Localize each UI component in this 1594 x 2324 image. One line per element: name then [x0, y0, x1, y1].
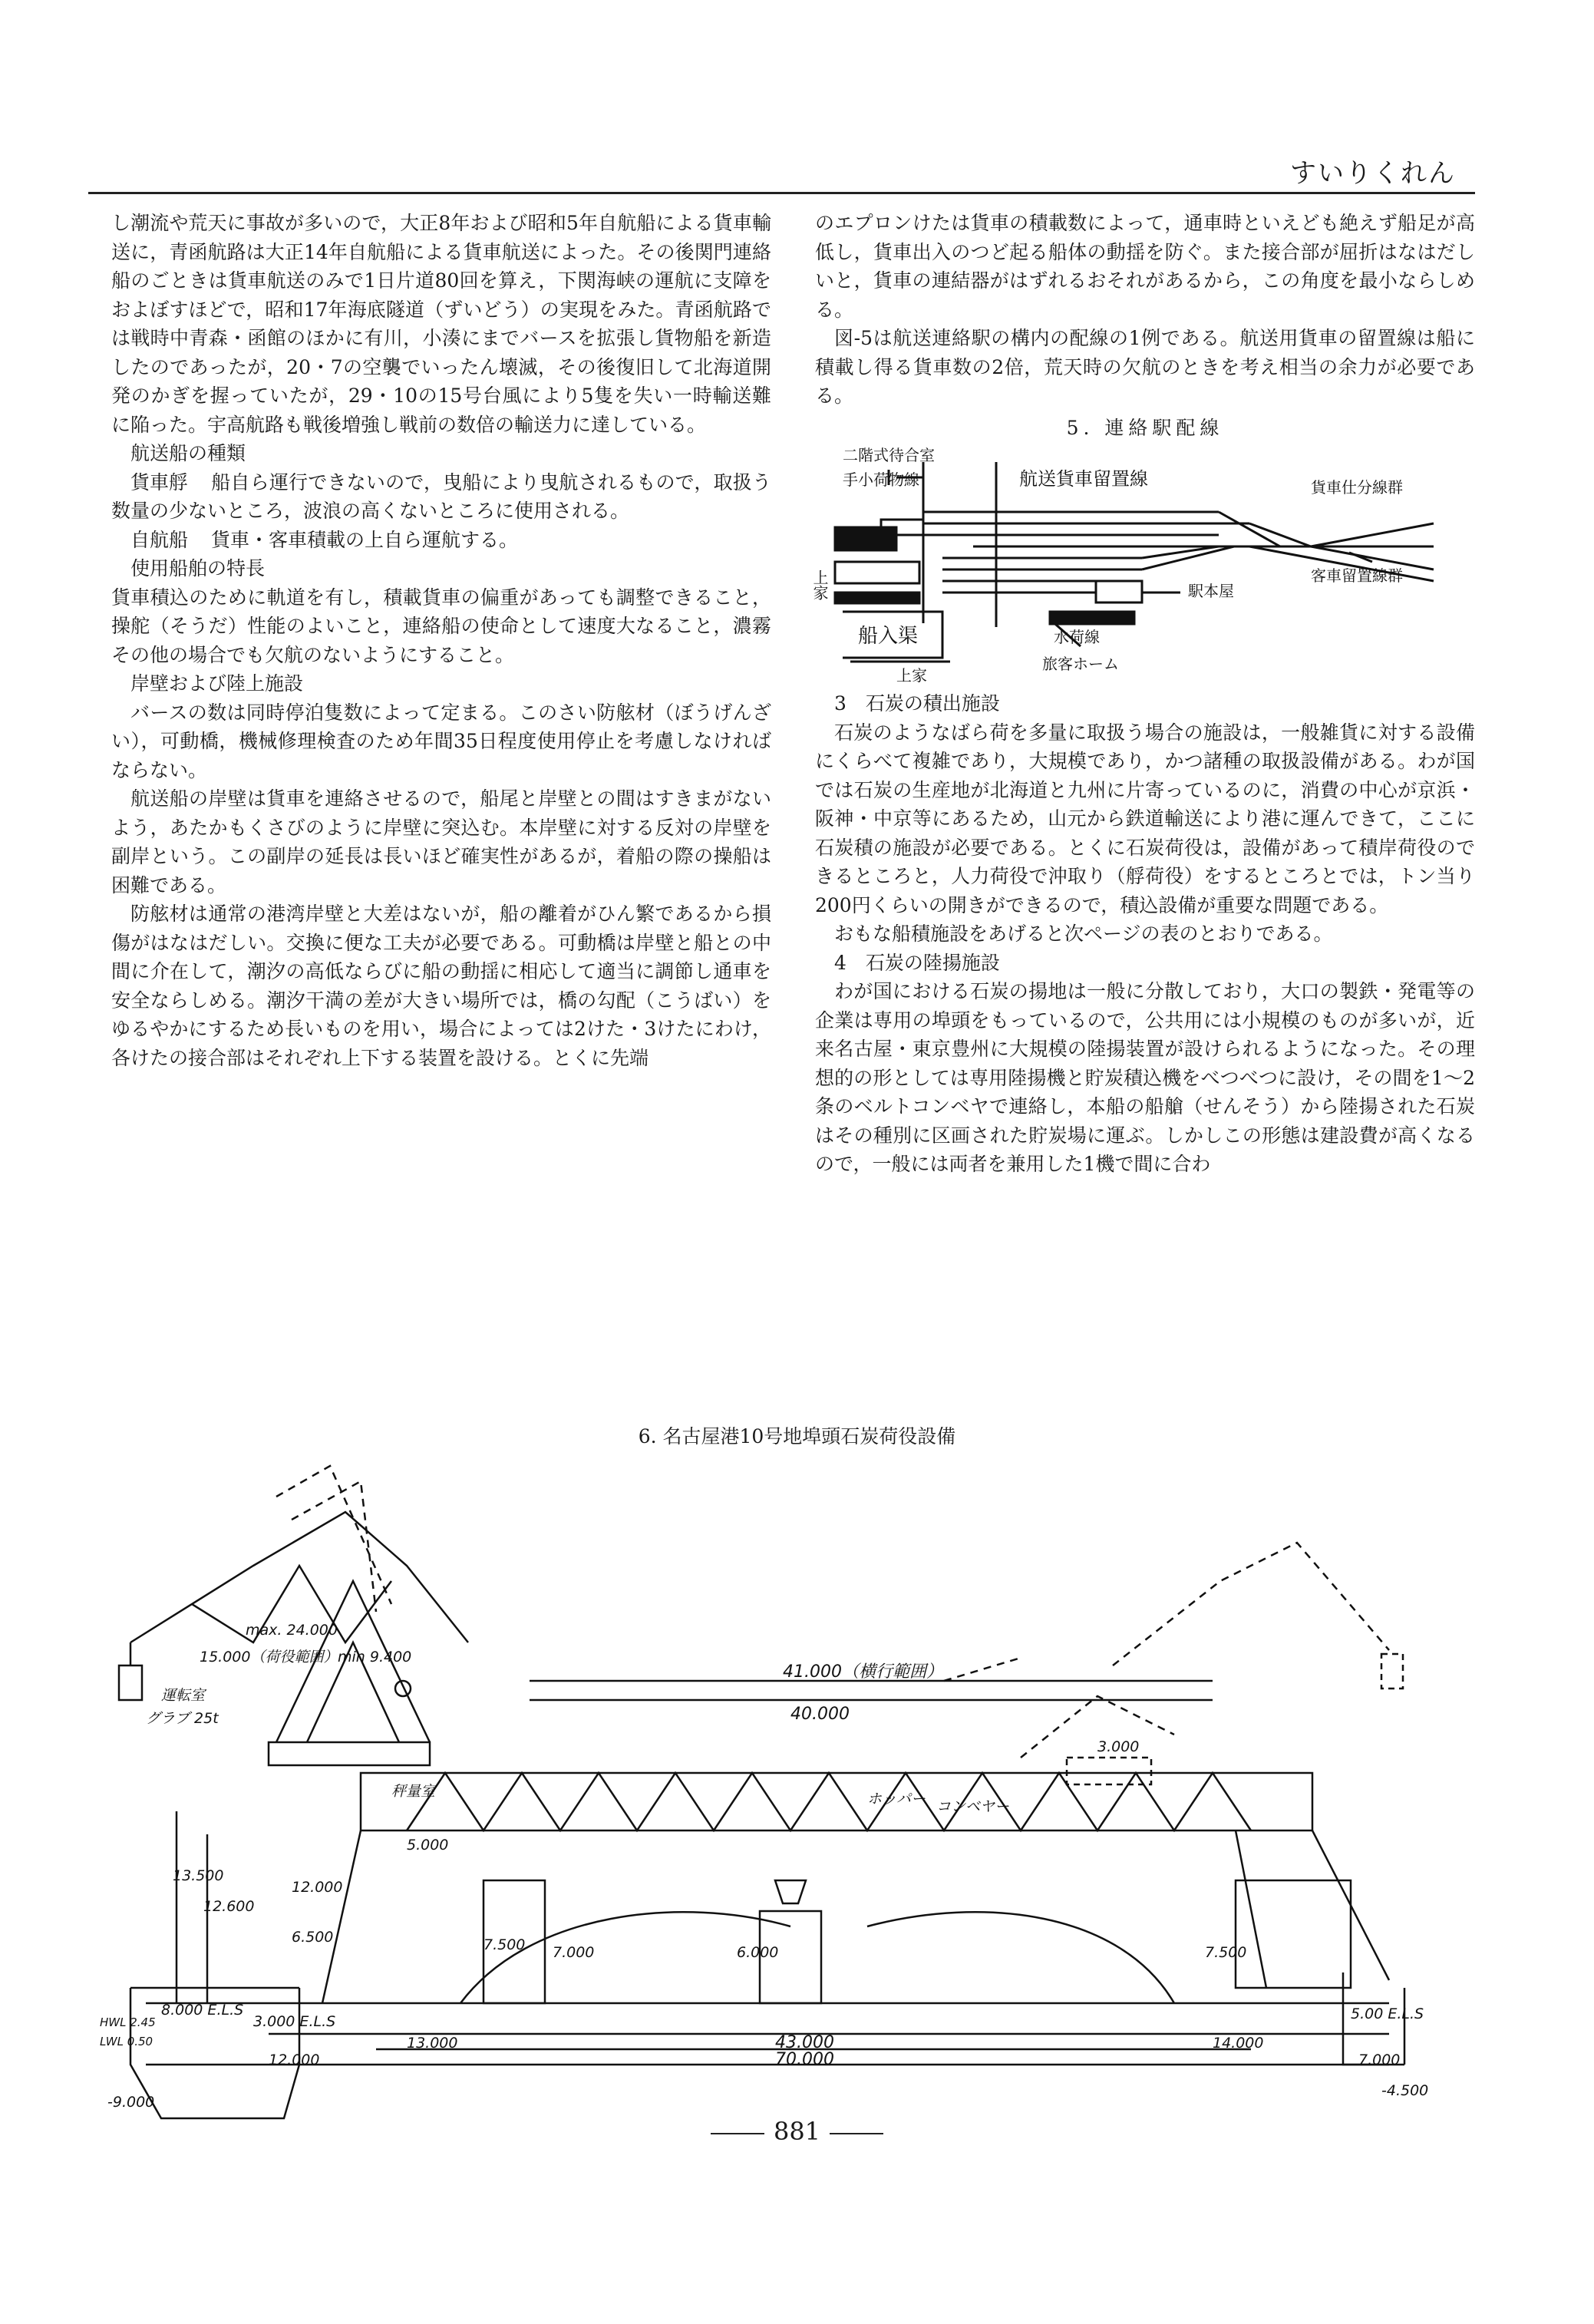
dim-width-12000: 12.000 — [292, 1879, 343, 1896]
label-ship-level-2: 3.000 E.L.S — [253, 2013, 336, 2030]
dim-height-7500-a: 7.500 — [483, 1936, 526, 1953]
label-right-level: 5.00 E.L.S — [1351, 2005, 1424, 2022]
label-operator-room: 運転室 — [161, 1687, 206, 1704]
label-wagon-sorting: 貨車仕分線群 — [1311, 478, 1403, 497]
dim-height-12600: 12.600 — [203, 1898, 255, 1915]
label-parcel-line: 手小荷物線 — [843, 470, 919, 489]
section-heading: 岸壁および陸上施設 — [130, 672, 304, 695]
left-column — [111, 209, 771, 1072]
dim-depth-left: -9.000 — [107, 2094, 155, 2111]
section-heading: 3 石炭の積出施設 — [834, 692, 1000, 715]
dim-width-13000: 13.000 — [407, 2035, 458, 2052]
section-heading: 航送船の種類 — [130, 442, 246, 464]
dim-height-3000: 3.000 — [1097, 1738, 1140, 1755]
page-number-value: 881 — [773, 2117, 821, 2146]
header-rule — [88, 192, 1475, 194]
label-conveyor: コンベヤー — [936, 1798, 1010, 1815]
definition-body: 貨車・客車積載の上自ら運航する。 — [211, 528, 519, 551]
dim-width-43000: 43.000 — [775, 2033, 834, 2052]
label-ship-level-1: 8.000 E.L.S — [161, 2002, 244, 2019]
label-upper-house-b: 上家 — [896, 666, 927, 685]
label-lwl: LWL 0.50 — [100, 2035, 153, 2048]
dim-height-7000: 7.000 — [553, 1944, 595, 1961]
label-grab: グラブ 25t — [146, 1710, 219, 1727]
station-track-diagram — [810, 446, 1449, 685]
definition-term: 貨車艀 — [130, 470, 189, 494]
dim-width-7000: 7.000 — [1358, 2052, 1401, 2068]
label-ship-channel: 船入渠 — [858, 625, 919, 648]
paragraph: 石炭のようなばら荷を多量に取扱う場合の施設は，一般雑貨に対する設備にくらべて複雑であり，大規模であり，かつ諸種の取扱設備がある。わが国では石炭の生産地が北海道と九州に片寄っているのに，消費の中心が京浜・阪神・中京等にあるため，山元から鉄道輸送により港に運んできて，ここに石炭積の施設が必要である。とくに石炭荷役は，設備があって積岸荷役のできるところと，人力荷役で沖取り（艀荷役）をするところとでは，トン当り200円くらいの開きができるので，積込設備が重要な問題である。 — [815, 721, 1475, 916]
dim-height-6000: 6.000 — [737, 1944, 779, 1961]
paragraph: 航送船の岸壁は貨車を連絡させるので，船尾と岸壁との間はすきまがないよう，あたかもくさびのように岸壁に突込む。本岸壁に対する反対の岸壁を副岸という。この副岸の延長は長いほど確実性があるが，着船の際の操船は困難である。 — [111, 787, 771, 896]
paragraph: 貨車積込のために軌道を有し，積載貨車の偏重があっても調整できること，操舵（そうだ）性能のよいこと，連絡船の使命として速度大なること，濃霧その他の場合でも欠航のないようにすること。 — [111, 586, 771, 666]
dim-min-reach: min 9.400 — [338, 1649, 412, 1665]
coal-unloader-drawing — [100, 1451, 1481, 2118]
label-passenger-platform: 旅客ホーム — [1042, 655, 1119, 673]
definition — [111, 468, 771, 526]
dim-height-6500: 6.500 — [292, 1929, 334, 1946]
label-waiting-room: 二階式待合室 — [843, 446, 935, 464]
paragraph: 図-5は航送連絡駅の構内の配線の1例である。航送用貨車の留置線は船に積載し得る貨車数の2倍，荒天時の欠航のときを考え相当の余力が必要である。 — [815, 327, 1475, 407]
dim-height-5000: 5.000 — [407, 1837, 449, 1854]
paragraph: し潮流や荒天に事故が多いので，大正8年および昭和5年自航船による貨車輸送に，青函航路は大正14年自航船による貨車航送によった。その後関門連絡船のごときは貨車航送のみで1日片道80回を算え，下関海峡の運航に支障をおよぼすほどで，昭和17年海底隧道（ずいどう）の実現をみた。青函航路では戦時中青森・函館のほかに有川，小湊にまでバースを拡張し貨物船を新造したのであったが，20・7の空襲でいったん壊滅，その後復旧して北海道開発のかぎを握っていたが，29・10の15号台風により5隻を失い一時輸送難に陥った。宇高航路も戦後増強し戦前の数倍の輸送力に達している。 — [111, 212, 771, 436]
label-station-building: 駅本屋 — [1188, 582, 1234, 600]
paragraph: バースの数は同時停泊隻数によって定まる。このさい防舷材（ぼうげんざい），可動橋，機械修理検査のため年間35日程度使用停止を考慮しなければならない。 — [111, 701, 771, 781]
label-weigh-room: 秤量室 — [391, 1783, 436, 1800]
label-ferry-wagon-siding: 航送貨車留置線 — [1019, 468, 1148, 490]
page-number-dash-right — [830, 2133, 883, 2134]
definition — [111, 526, 771, 555]
label-hopper: ホッパー — [867, 1791, 926, 1807]
section-heading: 4 石炭の陸揚施設 — [834, 951, 1000, 974]
page-number — [0, 2117, 1594, 2146]
dim-span: 40.000 — [790, 1705, 850, 1724]
label-hwl: HWL 2.45 — [100, 2015, 156, 2029]
dim-depth-right: -4.500 — [1381, 2082, 1429, 2099]
page-number-dash-left — [711, 2133, 764, 2134]
dim-max-reach: max. 24.000 — [246, 1622, 338, 1639]
figure-caption: 6. 名古屋港10号地埠頭石炭荷役設備 — [638, 1425, 956, 1448]
figure-caption: 5. 連絡駅配線 — [1066, 416, 1224, 439]
dim-travel-range: 41.000（横行範囲） — [783, 1662, 943, 1682]
label-upper-house-a: 上家 — [810, 569, 829, 600]
running-head: すいりくれん — [1290, 158, 1456, 189]
dim-width-14000: 14.000 — [1213, 2035, 1264, 2052]
label-passenger-siding: 客車留置線群 — [1311, 566, 1403, 585]
dim-width-70000: 70.000 — [775, 2050, 834, 2069]
section-heading: 使用船舶の特長 — [130, 557, 266, 579]
paragraph: のエプロンけたは貨車の積載数によって，通車時といえども絶えず船足が高低し，貨車出入のつど起る船体の動揺を防ぐ。また接合部が屈折はなはだしいと，貨車の連結器がはずれるおそれがあるから，この角度を最小ならしめる。 — [815, 212, 1475, 321]
dim-width-12000-b: 12.000 — [269, 2052, 320, 2068]
definition-term: 自航船 — [130, 528, 189, 551]
dim-handling-range: 15.000（荷役範囲） — [200, 1649, 338, 1665]
right-column — [810, 209, 1475, 1179]
label-water-line: 水荷線 — [1054, 628, 1100, 646]
paragraph: わが国における石炭の揚地は一般に分散しており，大口の製鉄・発電等の企業は専用の埠頭をもっているので，公共用には小規模のものが多いが，近来名古屋・東京豊州に大規模の陸揚装置が設けられるようになった。その理想的の形としては専用陸揚機と貯炭積込機をべつべつに設け，その間を1～2条のベルトコンベヤで連絡し，本船の船艙（せんそう）から陸揚された石炭はその種別に区画された貯炭場に運ぶ。しかしこの形態は建設費が高くなるので，一般には両者を兼用した1機で間に合わ — [815, 980, 1475, 1175]
definition-body: 船自ら運行できないので，曳船により曳航されるもので，取扱う数量の少ないところ，波浪の高くないところに使用される。 — [111, 470, 771, 522]
dim-height-13500: 13.500 — [173, 1867, 224, 1884]
dim-height-7500-b: 7.500 — [1205, 1944, 1247, 1961]
paragraph: 防舷材は通常の港湾岸壁と大差はないが，船の離着がひん繁であるから損傷がはなはだしい。交換に便な工夫が必要である。可動橋は岸壁と船との中間に介在して，潮汐の高低ならびに船の動揺に相応して適当に調節し通車を安全ならしめる。潮汐干満の差が大きい場所では，橋の勾配（こうばい）をゆるやかにするため長いものを用い，場合によっては2けた・3けたにわけ，各けたの接合部はそれぞれ上下する装置を設ける。とくに先端 — [111, 903, 771, 1069]
paragraph: おもな船積施設をあげると次ページの表のとおりである。 — [834, 923, 1333, 945]
